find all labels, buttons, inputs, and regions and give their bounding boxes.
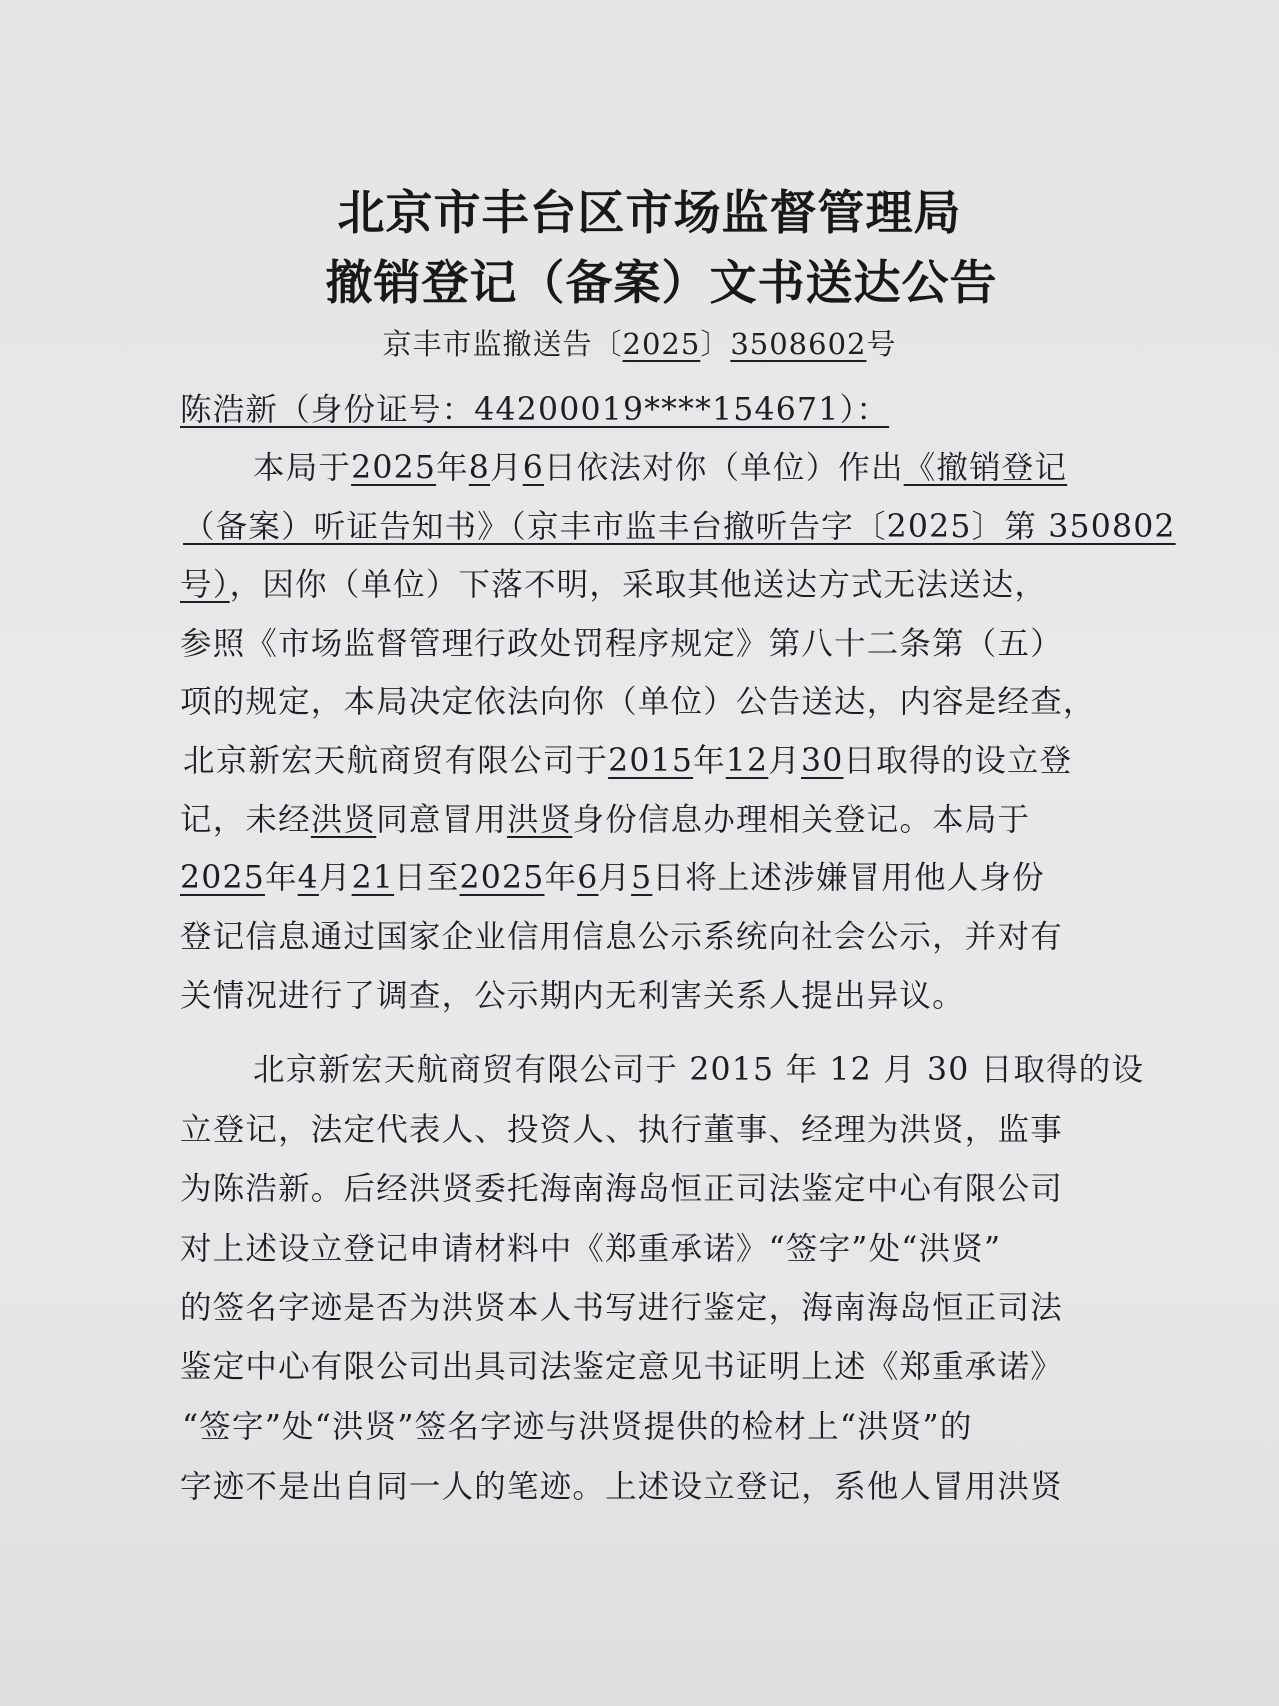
body-line xyxy=(180,1224,1001,1269)
doc-number-prefix: 京丰市监撤送告〔 xyxy=(382,327,623,361)
body-text: 北京新宏天航商贸有限公司于 2015 年 12 月 30 日取得的设 xyxy=(253,1052,1145,1088)
body-text: 年 xyxy=(544,860,578,896)
body-text: 立登记，法定代表人、投资人、执行董事、经理为洪贤，监事 xyxy=(180,1112,1063,1148)
filled-field: 2025 xyxy=(351,450,437,486)
body-line xyxy=(183,736,1072,781)
document-title-agency: 北京市丰台区市场监督管理局 xyxy=(337,186,962,241)
body-text: 身份信息办理相关登记。本局于 xyxy=(572,802,1031,838)
body-line xyxy=(180,1283,1063,1328)
body-text: 月 xyxy=(318,860,352,896)
body-text: 月 xyxy=(768,743,801,779)
body-line xyxy=(180,853,1045,898)
body-text: 年 xyxy=(693,743,726,779)
body-text: 月 xyxy=(490,450,523,486)
filled-field: 4 xyxy=(297,860,319,896)
filled-field: 2015 xyxy=(608,743,694,779)
body-text: 字迹不是出自同一人的笔迹。上述设立登记，系他人冒用洪贤 xyxy=(180,1469,1063,1505)
body-line xyxy=(180,912,1063,957)
body-text: 记，未经 xyxy=(180,802,311,838)
doc-number-value: 3508602 xyxy=(730,327,867,361)
filled-field: 21 xyxy=(351,860,395,896)
body-line xyxy=(180,560,1047,605)
filled-field: 5 xyxy=(631,860,653,896)
doc-number-year: 2025 xyxy=(622,327,701,361)
body-text: 为陈浩新。后经洪贤委托海南海岛恒正司法鉴定中心有限公司 xyxy=(180,1171,1063,1207)
body-text: 登记信息通过国家企业信用信息公示系统向社会公示，并对有 xyxy=(180,919,1063,955)
body-text: 项的规定，本局决定依法向你（单位）公告送达，内容是经查， xyxy=(180,684,1096,720)
filled-field: 《撤销登记 xyxy=(903,450,1068,486)
filled-field: 号） xyxy=(180,567,230,603)
filled-field: 2025 xyxy=(180,860,265,896)
body-line xyxy=(183,502,1176,547)
body-line xyxy=(180,1164,1063,1209)
recipient-line: 陈浩新（身份证号：44200019****154671）： xyxy=(180,392,890,428)
body-line xyxy=(180,619,1063,664)
body-line xyxy=(180,795,1030,840)
doc-number-suffix: 号 xyxy=(866,327,897,361)
body-text: “签字”处“洪贤”签名字迹与洪贤提供的检材上“洪贤”的 xyxy=(182,1409,973,1445)
filled-field: （备案）听证告知书》（京丰市监丰台撤听告字〔2025〕第 350802 xyxy=(183,509,1176,545)
body-text: 月 xyxy=(598,860,632,896)
filled-field: 12 xyxy=(725,743,769,779)
body-line xyxy=(253,443,1067,488)
body-text: 同意冒用 xyxy=(376,802,508,838)
body-text: 日依法对你（单位）作出 xyxy=(543,450,904,486)
body-line xyxy=(180,971,965,1016)
body-line xyxy=(180,677,1096,722)
filled-field: 洪贤 xyxy=(310,802,377,838)
filled-field: 30 xyxy=(800,743,844,779)
filled-field: 6 xyxy=(577,860,599,896)
filled-field: 洪贤 xyxy=(507,802,573,838)
document-number xyxy=(0,322,1279,363)
body-text: 关情况进行了调查，公示期内无利害关系人提出异议。 xyxy=(180,978,965,1014)
body-line xyxy=(180,1462,1063,1507)
body-line xyxy=(180,1105,1063,1150)
body-line xyxy=(253,1045,1144,1090)
body-text: 鉴定中心有限公司出具司法鉴定意见书证明上述《郑重承诺》 xyxy=(180,1349,1063,1385)
body-text: 本局于 xyxy=(253,450,352,486)
body-text: 参照《市场监督管理行政处罚程序规定》第八十二条第（五） xyxy=(180,626,1063,662)
body-line xyxy=(182,1402,973,1447)
body-text: 日至 xyxy=(394,860,460,896)
body-text: 年 xyxy=(436,450,469,486)
body-text: 的签名字迹是否为洪贤本人书写进行鉴定，海南海岛恒正司法 xyxy=(180,1290,1063,1326)
body-text: 对上述设立登记申请材料中《郑重承诺》“签字”处“洪贤” xyxy=(180,1231,1002,1267)
body-text: ，因你（单位）下落不明，采取其他送达方式无法送达， xyxy=(229,567,1048,603)
doc-number-mid: 〕 xyxy=(700,327,731,361)
body-text: 日取得的设立登 xyxy=(843,743,1073,779)
filled-field: 6 xyxy=(522,450,544,486)
filled-field: 2025 xyxy=(459,860,545,896)
body-line xyxy=(180,1342,1063,1387)
document-title-notice: 撤销登记（备案）文书送达公告 xyxy=(325,256,998,311)
filled-field: 8 xyxy=(468,450,491,486)
body-text: 日将上述涉嫌冒用他人身份 xyxy=(652,860,1045,896)
body-text: 北京新宏天航商贸有限公司于 xyxy=(183,743,609,779)
body-text: 年 xyxy=(264,860,298,896)
